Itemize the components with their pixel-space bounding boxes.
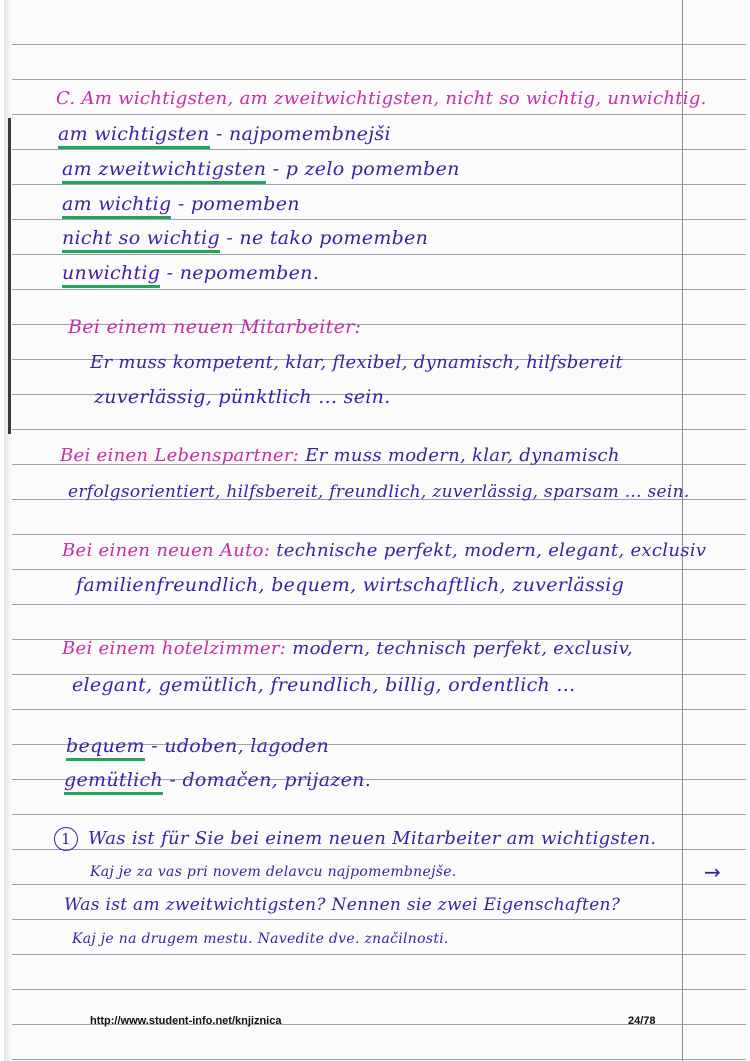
vocab-item: am wichtigsten - najpomembnejši bbox=[58, 123, 391, 145]
vocab-term: gemütlich bbox=[64, 769, 163, 795]
exercise-question: 1 Was ist für Sie bei einem neuen Mitarbeiter am wichtigsten. bbox=[54, 827, 656, 851]
vocab-item: bequem - udoben, lagoden bbox=[66, 735, 329, 757]
section-title: Bei einem neuen Mitarbeiter: bbox=[68, 316, 362, 338]
footer-page-number: 24/78 bbox=[628, 1015, 656, 1027]
section-text: familienfreundlich, bequem, wirtschaftlich, zuverlässig bbox=[76, 574, 625, 596]
section-text: elegant, gemütlich, freundlich, billig, ordentlich ... bbox=[72, 674, 576, 696]
exercise-answer: Kaj je na drugem mestu. Navedite dve. značilnosti. bbox=[72, 931, 449, 947]
section-title: Bei einen neuen Auto: bbox=[62, 540, 271, 561]
vocab-translation: domačen, prijazen. bbox=[182, 769, 372, 791]
margin-line bbox=[682, 0, 683, 1061]
section-title: Bei einen Lebenspartner: bbox=[60, 445, 300, 466]
section-title: Bei einem hotelzimmer: bbox=[62, 638, 287, 659]
exercise-question: Was ist am zweitwichtigsten? Nennen sie zwei Eigenschaften? bbox=[64, 895, 621, 915]
vocab-term: am wichtig bbox=[62, 193, 171, 219]
section-text: technische perfekt, modern, elegant, exclusiv bbox=[276, 540, 707, 561]
exercise-answer: Kaj je za vas pri novem delavcu najpomembnejše. bbox=[90, 864, 457, 880]
section-text: Er muss modern, klar, dynamisch bbox=[305, 445, 620, 466]
section-text: erfolgsorientiert, hilfsbereit, freundlich, zuverlässig, sparsam ... sein. bbox=[68, 482, 690, 502]
notebook-page bbox=[4, 0, 746, 1061]
footer-url: http://www.student-info.net/knjiznica bbox=[90, 1015, 282, 1027]
vocab-term: bequem bbox=[66, 735, 145, 761]
vocab-item: gemütlich - domačen, prijazen. bbox=[64, 769, 371, 791]
vocab-translation: nepomemben. bbox=[179, 262, 320, 284]
vocab-translation: ne tako pomemben bbox=[239, 227, 429, 249]
vocab-translation: pomemben bbox=[190, 193, 300, 215]
vocab-item: nicht so wichtig - ne tako pomemben bbox=[62, 227, 428, 249]
exercise-number: 1 bbox=[54, 827, 78, 851]
section-text: zuverlässig, pünktlich ... sein. bbox=[94, 386, 391, 408]
arrow-right-icon: → bbox=[704, 860, 721, 884]
section-row bbox=[62, 540, 706, 561]
vocab-term: am wichtigsten bbox=[58, 123, 210, 149]
vocab-item: am wichtig - pomemben bbox=[62, 193, 300, 215]
heading: C. Am wichtigsten, am zweitwichtigsten, nicht so wichtig, unwichtig. bbox=[56, 88, 707, 109]
section-text: Er muss kompetent, klar, flexibel, dynamisch, hilfsbereit bbox=[90, 352, 624, 373]
section-text: modern, technisch perfekt, exclusiv, bbox=[292, 638, 633, 659]
vocab-translation: p zelo pomemben bbox=[285, 158, 460, 180]
vocab-term: am zweitwichtigsten bbox=[62, 158, 266, 184]
vocab-term: unwichtig bbox=[62, 262, 160, 288]
section-row bbox=[60, 445, 620, 466]
vocab-item: am zweitwichtigsten - p zelo pomemben bbox=[62, 158, 460, 180]
vocab-translation: najpomembnejši bbox=[228, 123, 391, 145]
binding-mark bbox=[8, 118, 11, 434]
vocab-item: unwichtig - nepomemben. bbox=[62, 262, 319, 284]
section-row bbox=[62, 638, 633, 659]
vocab-translation: udoben, lagoden bbox=[164, 735, 329, 757]
vocab-term: nicht so wichtig bbox=[62, 227, 220, 253]
